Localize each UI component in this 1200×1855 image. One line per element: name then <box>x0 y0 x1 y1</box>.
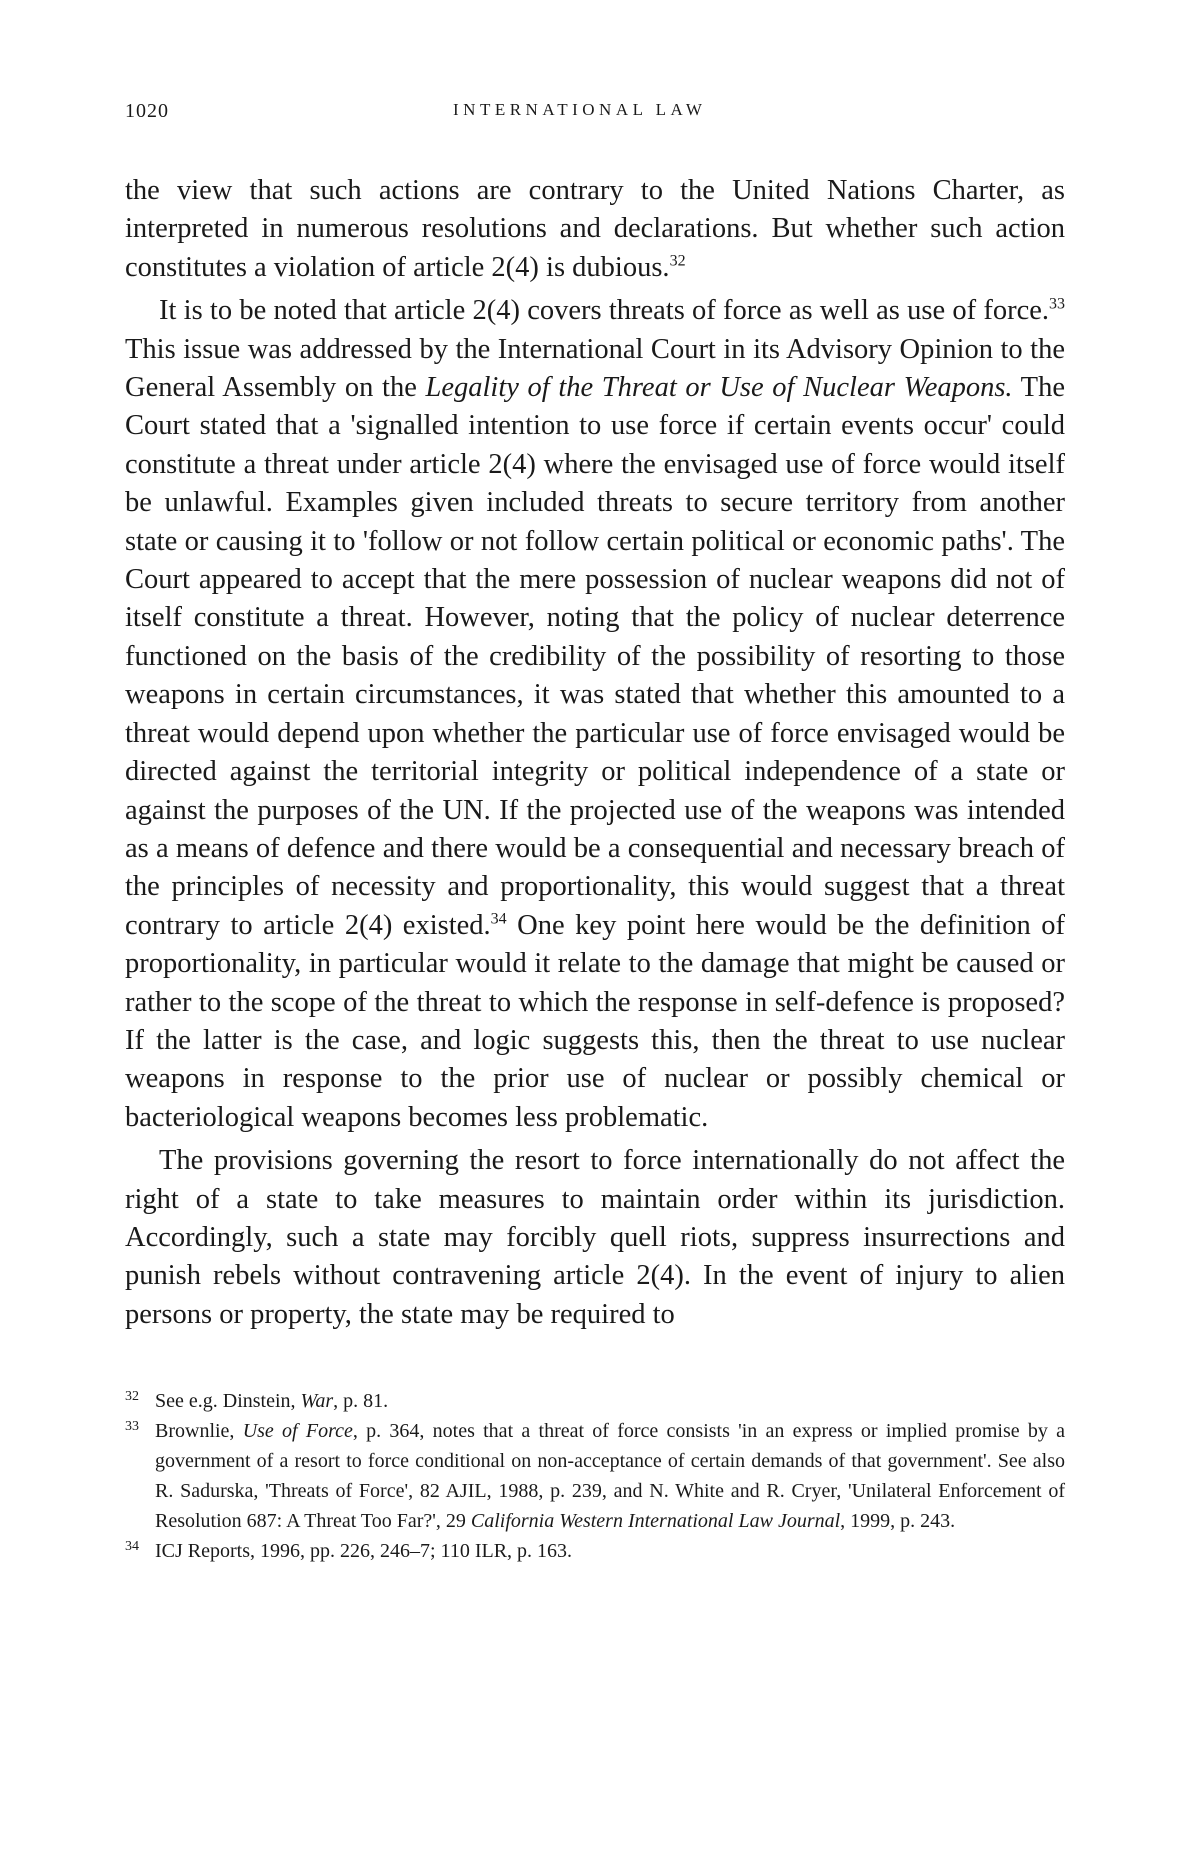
running-title: INTERNATIONAL LAW <box>453 100 707 119</box>
footnote-text-part: , 1999, p. 243. <box>840 1510 956 1533</box>
footnote-journal-title: California Western International Law Journal <box>470 1510 841 1533</box>
paragraph-2-text-d: One key point here would be the definition of proportionality, in particular would it relate to the damage that might be caused or rather to the scope of the threat to which the response in self-defence is proposed? If the latter is the case, and logic suggests this, then the threat to use nuclear weapons in response to the prior use of nuclear or possibly chemical or bacteriological weapons becomes less problematic. <box>125 909 1065 1133</box>
footnote-work-title: War <box>300 1390 334 1413</box>
footnote-text <box>155 1416 1065 1536</box>
footnote-text-part: , p. 81. <box>333 1390 389 1413</box>
paragraph-1-text: the view that such actions are contrary to the United Nations Charter, as interpreted in numerous resolutions and declarations. But whether such action constitutes a violation of article 2(4) is dubious. <box>125 175 1065 283</box>
paragraph-2-text-c: The Court stated that a 'signalled intention to use force if certain events occur' could constitute a threat under article 2(4) where the envisaged use of force would itself be unlawful. Examples given included threats to secure territory from another state or causing it to 'follow or not follow certain political or economic paths'. The Court appeared to accept that the mere possession of nuclear weapons did not of itself constitute a threat. However, noting that the policy of nuclear deterrence functioned on the basis of the credibility of the possibility of resorting to those weapons in certain circumstances, it was stated that whether this amounted to a threat would depend upon whether the particular use of force envisaged would be directed against the territorial integrity or political independence of a state or against the purposes of the UN. If the projected use of the weapons was intended as a means of defence and there would be a consequential and necessary breach of the principles of necessity and proportionality, this would suggest that a threat contrary to article 2(4) existed. <box>125 372 1065 941</box>
footnote-ref-32[interactable]: 32 <box>669 252 686 270</box>
footnote-text: ICJ Reports, 1996, pp. 226, 246–7; 110 ILR, p. 163. <box>155 1540 573 1563</box>
paragraph-1 <box>125 172 1065 287</box>
footnote-32 <box>125 1386 1065 1416</box>
paragraph-2-text-b: This issue was addressed by the International Court in its Advisory Opinion to the General Assembly on the <box>125 333 1065 404</box>
footnote-mark: 33 <box>125 1419 139 1435</box>
book-page <box>125 100 1065 1566</box>
footnote-ref-33[interactable]: 33 <box>1049 295 1065 313</box>
footnote-text-part: Brownlie, <box>155 1420 243 1443</box>
running-head <box>125 100 1065 130</box>
footnote-text <box>155 1386 1065 1416</box>
footnote-34 <box>125 1536 1065 1566</box>
footnote-ref-34[interactable]: 34 <box>490 910 507 928</box>
paragraph-3-text: The provisions governing the resort to force internationally do not affect the right of a state to take measures to maintain order within its jurisdiction. Accordingly, such a state may forcibly quell riots, suppress insurrections and punish rebels without contravening article 2(4). In the event of injury to alien persons or property, the state may be required to <box>125 1145 1065 1330</box>
footnote-mark: 34 <box>125 1539 139 1555</box>
case-title: Legality of the Threat or Use of Nuclear Weapons. <box>425 372 1013 404</box>
page-number: 1020 <box>125 100 169 122</box>
paragraph-3 <box>125 1142 1065 1334</box>
paragraph-2 <box>125 292 1065 1137</box>
footnote-text-part: See e.g. Dinstein, <box>155 1390 301 1413</box>
footnote-text-part: , p. 364, notes that a threat of force consists 'in an express or implied promise by a government of a resort to force conditional on non-acceptance of certain demands of that government'. See also R. Sadurska, 'Threats of Force', 82 AJIL, 1988, p. 239, and N. White and R. Cryer, 'Unilateral Enforcement of Resolution 687: A Threat Too Far?', 29 <box>155 1420 1066 1533</box>
body-text <box>125 172 1065 1334</box>
footnote-mark: 32 <box>125 1389 139 1405</box>
footnote-work-title: Use of Force <box>242 1420 353 1443</box>
footnote-33 <box>125 1416 1065 1536</box>
paragraph-2-text-a: It is to be noted that article 2(4) covers threats of force as well as use of force. <box>159 295 1049 327</box>
footnotes <box>125 1386 1065 1566</box>
